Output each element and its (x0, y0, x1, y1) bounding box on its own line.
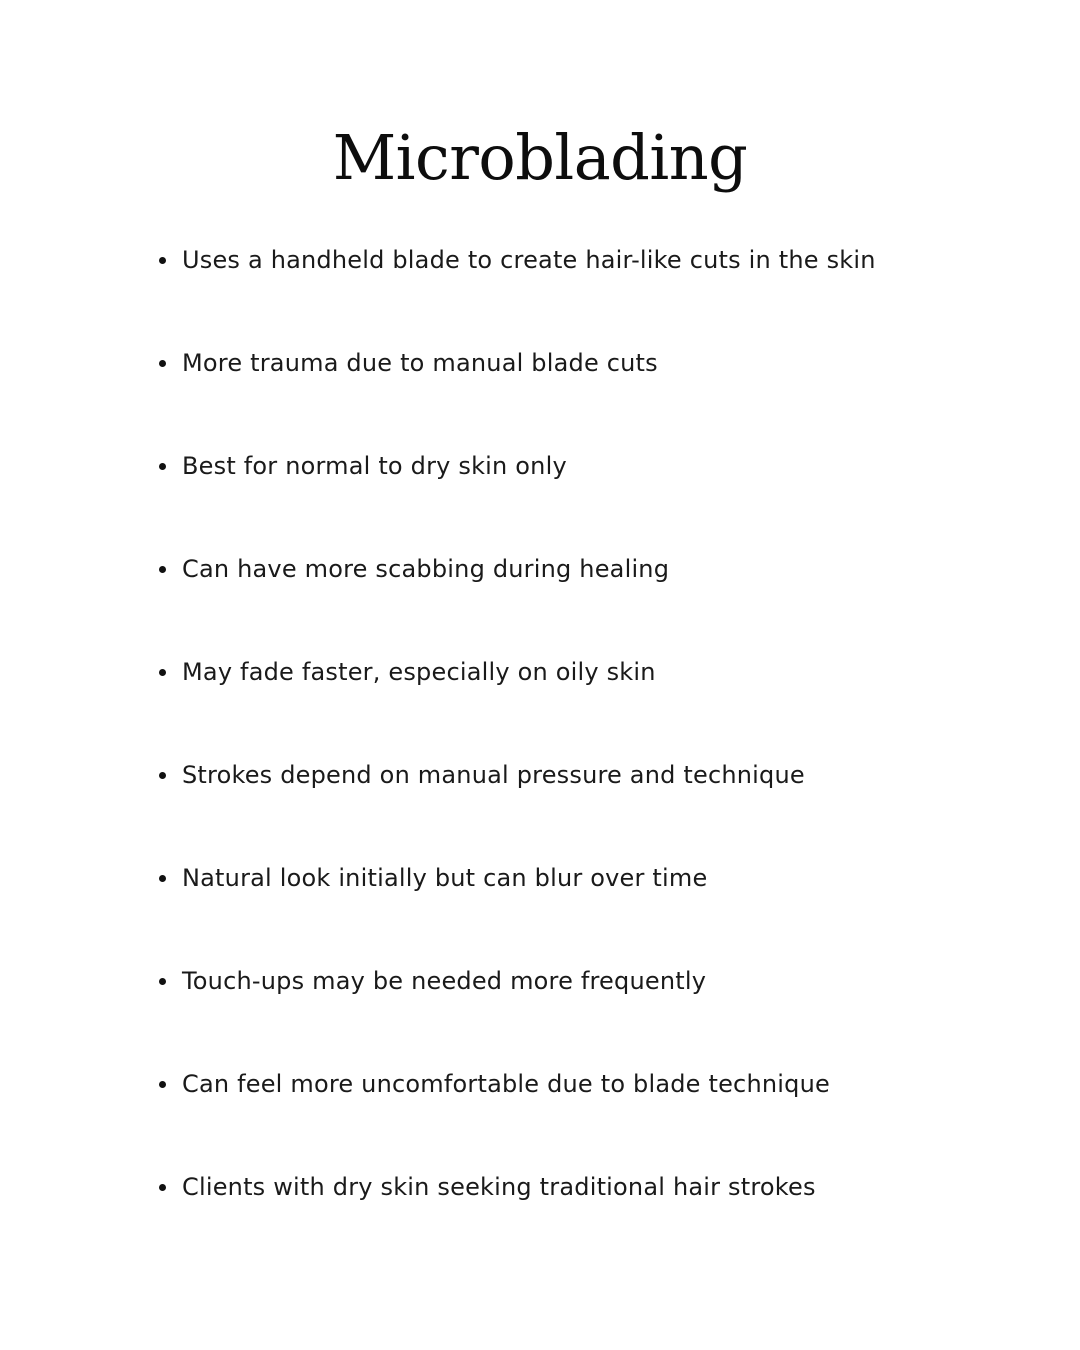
bullet-icon (159, 257, 166, 264)
list-item-text: Touch-ups may be needed more frequently (182, 967, 707, 995)
list-item (0, 1164, 1080, 1267)
list-item (0, 546, 1080, 649)
list-item (0, 855, 1080, 958)
list-item (0, 958, 1080, 1061)
list-item-text: Strokes depend on manual pressure and technique (182, 761, 805, 789)
bullet-icon (159, 669, 166, 676)
bullet-icon (159, 1184, 166, 1191)
bullet-icon (159, 463, 166, 470)
list-item-text: Can have more scabbing during healing (182, 555, 670, 583)
page-title: Microblading (332, 121, 748, 194)
list-item (0, 752, 1080, 855)
bullet-icon (159, 772, 166, 779)
list-item-text: More trauma due to manual blade cuts (182, 349, 658, 377)
list-item (0, 649, 1080, 752)
bullet-list (0, 237, 1080, 1267)
list-item (0, 443, 1080, 546)
list-item-text: Clients with dry skin seeking traditional hair strokes (182, 1173, 816, 1201)
bullet-icon (159, 1081, 166, 1088)
bullet-icon (159, 360, 166, 367)
bullet-icon (159, 875, 166, 882)
list-item (0, 1061, 1080, 1164)
list-item-text: May fade faster, especially on oily skin (182, 658, 656, 686)
bullet-icon (159, 566, 166, 573)
list-item (0, 237, 1080, 340)
bullet-icon (159, 978, 166, 985)
list-item-text: Can feel more uncomfortable due to blade technique (182, 1070, 830, 1098)
list-item-text: Best for normal to dry skin only (182, 452, 567, 480)
list-item-text: Uses a handheld blade to create hair-like cuts in the skin (182, 246, 876, 274)
list-item-text: Natural look initially but can blur over time (182, 864, 708, 892)
list-item (0, 340, 1080, 443)
